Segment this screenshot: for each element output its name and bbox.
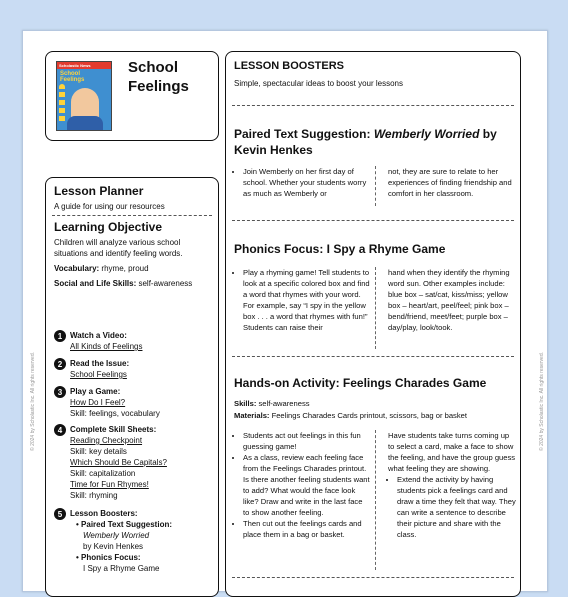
paired-text-book: Wemberly Worried — [83, 531, 150, 540]
step-5-sub-1 — [70, 519, 172, 552]
charades-heading: Hands-on Activity: Feelings Charades Game — [234, 376, 487, 390]
reading-checkpoint-link[interactable]: Reading Checkpoint — [70, 436, 143, 445]
boosters-subtitle: Simple, spectacular ideas to boost your lessons — [234, 79, 403, 88]
step-2-title: Read the Issue: — [70, 359, 130, 368]
step-number-5: 5 — [54, 508, 66, 520]
cover-thumbnail[interactable] — [56, 61, 112, 131]
vocabulary-label: Vocabulary: — [54, 264, 100, 273]
step-4-skill-3: Skill: rhyming — [70, 491, 118, 500]
cover-child-shirt — [67, 116, 103, 130]
social-skills-line — [54, 279, 192, 288]
paired-col-1: • Join Wemberly on her first day of school. Whether your students worry as much as Wemberly or — [234, 166, 370, 199]
paired-col-2: not, they are sure to relate to her experiences of finding friendship and comfort in her classroom. — [388, 167, 512, 198]
objective-title: Learning Objective — [54, 220, 163, 234]
step-3 — [54, 386, 160, 419]
charades-step: • Then cut out the feelings cards and place them in a bag or basket. — [243, 518, 370, 540]
phonics-game-name: I Spy a Rhyme Game — [83, 564, 160, 573]
phonics-column-divider — [375, 267, 376, 349]
step-number-3: 3 — [54, 386, 66, 398]
step-3-title: Play a Game: — [70, 387, 121, 396]
planner-subtitle: A guide for using our resources — [54, 202, 165, 211]
game-link[interactable]: How Do I Feel? — [70, 398, 126, 407]
phonics-label: • Phonics Focus: — [76, 553, 141, 562]
charades-column-divider — [375, 430, 376, 570]
step-number-4: 4 — [54, 424, 66, 436]
cover-headline: School Feelings — [60, 71, 85, 83]
step-4-skill-2: Skill: capitalization — [70, 469, 136, 478]
charades-col-2 — [388, 430, 516, 540]
planner-divider — [52, 215, 212, 216]
paired-text-author: by Kevin Henkes — [83, 542, 144, 551]
objective-text: Children will analyze various school situations and identify feeling words. — [54, 238, 183, 258]
planner-title: Lesson Planner — [54, 184, 144, 198]
charades-col-1 — [234, 430, 370, 540]
step-2 — [54, 358, 129, 380]
paired-column-divider — [375, 166, 376, 206]
step-5-sub-2 — [70, 552, 172, 574]
capitals-link[interactable]: Which Should Be Capitals? — [70, 458, 167, 467]
step-4-skill-1: Skill: key details — [70, 447, 127, 456]
lesson-page — [22, 30, 548, 592]
step-5-title: Lesson Boosters: — [70, 509, 138, 518]
charades-extension: • Extend the activity by having students pick a feelings card and draw a time they felt that way. They can write a sentence to describe their picture and share with the class. — [397, 474, 516, 540]
issue-link[interactable]: School Feelings — [70, 370, 127, 379]
step-5 — [54, 508, 172, 574]
step-3-skill: Skill: feelings, vocabulary — [70, 409, 160, 418]
video-link[interactable]: All Kinds of Feelings — [70, 342, 143, 351]
rhymes-link[interactable]: Time for Fun Rhymes! — [70, 480, 149, 489]
social-skills-value: self-awareness — [136, 279, 193, 288]
social-skills-label: Social and Life Skills: — [54, 279, 137, 288]
step-number-2: 2 — [54, 358, 66, 370]
step-4 — [54, 424, 167, 501]
cover-brand: Scholastic News — [57, 62, 111, 69]
charades-materials: Materials: Feelings Charades Cards printout, scissors, bag or basket — [234, 411, 467, 420]
paired-book-title: Wemberly Worried — [373, 127, 480, 141]
charades-step: • Students act out feelings in this fun guessing game! — [243, 430, 370, 452]
paired-text-label: • Paired Text Suggestion: — [76, 520, 173, 529]
vocabulary-value: rhyme, proud — [99, 264, 149, 273]
paired-heading: Paired Text Suggestion: Wemberly Worried by Kevin Henkes — [234, 127, 497, 157]
issue-card — [45, 51, 219, 141]
cover-emoji-column — [59, 84, 65, 124]
boosters-divider-1 — [232, 105, 514, 106]
copyright-note: © 2024 by Scholastic Inc. All rights reserved. — [30, 351, 36, 451]
boosters-title: LESSON BOOSTERS — [234, 60, 345, 72]
boosters-divider-3 — [232, 356, 514, 357]
vocabulary-line — [54, 264, 149, 273]
lesson-planner-card — [45, 177, 219, 597]
step-1-title: Watch a Video: — [70, 331, 127, 340]
copyright-note-right: © 2024 by Scholastic Inc. All rights reserved. — [539, 351, 545, 451]
boosters-divider-4 — [232, 577, 514, 578]
step-1 — [54, 330, 142, 352]
step-number-1: 1 — [54, 330, 66, 342]
step-4-title: Complete Skill Sheets: — [70, 425, 157, 434]
phonics-col-2: hand when they identify the rhyming word sun. Other examples include: blue box – sat/cat, kiss/miss; yellow box – heart/art, peel/feel; pink box – bend/friend, meet/feet; purple box – day/play, look/took. — [388, 268, 510, 332]
boosters-divider-2 — [232, 220, 514, 221]
phonics-heading: Phonics Focus: I Spy a Rhyme Game — [234, 242, 446, 256]
lesson-boosters-card — [225, 51, 521, 597]
charades-step: • As a class, review each feeling face from the Feelings Charades printout. Is there another feeling students want to add? What would the face look like? Draw and write in the last face to show another feeling. — [243, 452, 370, 518]
charades-skills: Skills: self-awareness — [234, 399, 310, 408]
charades-col-2-text: Have students take turns coming up to select a card, make a face to show the feeling, and have the group guess what feeling they are showing. — [388, 431, 516, 473]
phonics-col-1: • Play a rhyming game! Tell students to look at a specific colored box and find a word that rhymes with your word. For example, say “I spy in the yellow box . . . a word that rhymes with fun!” Students can raise their — [234, 267, 370, 333]
issue-title: School Feelings — [128, 59, 189, 95]
